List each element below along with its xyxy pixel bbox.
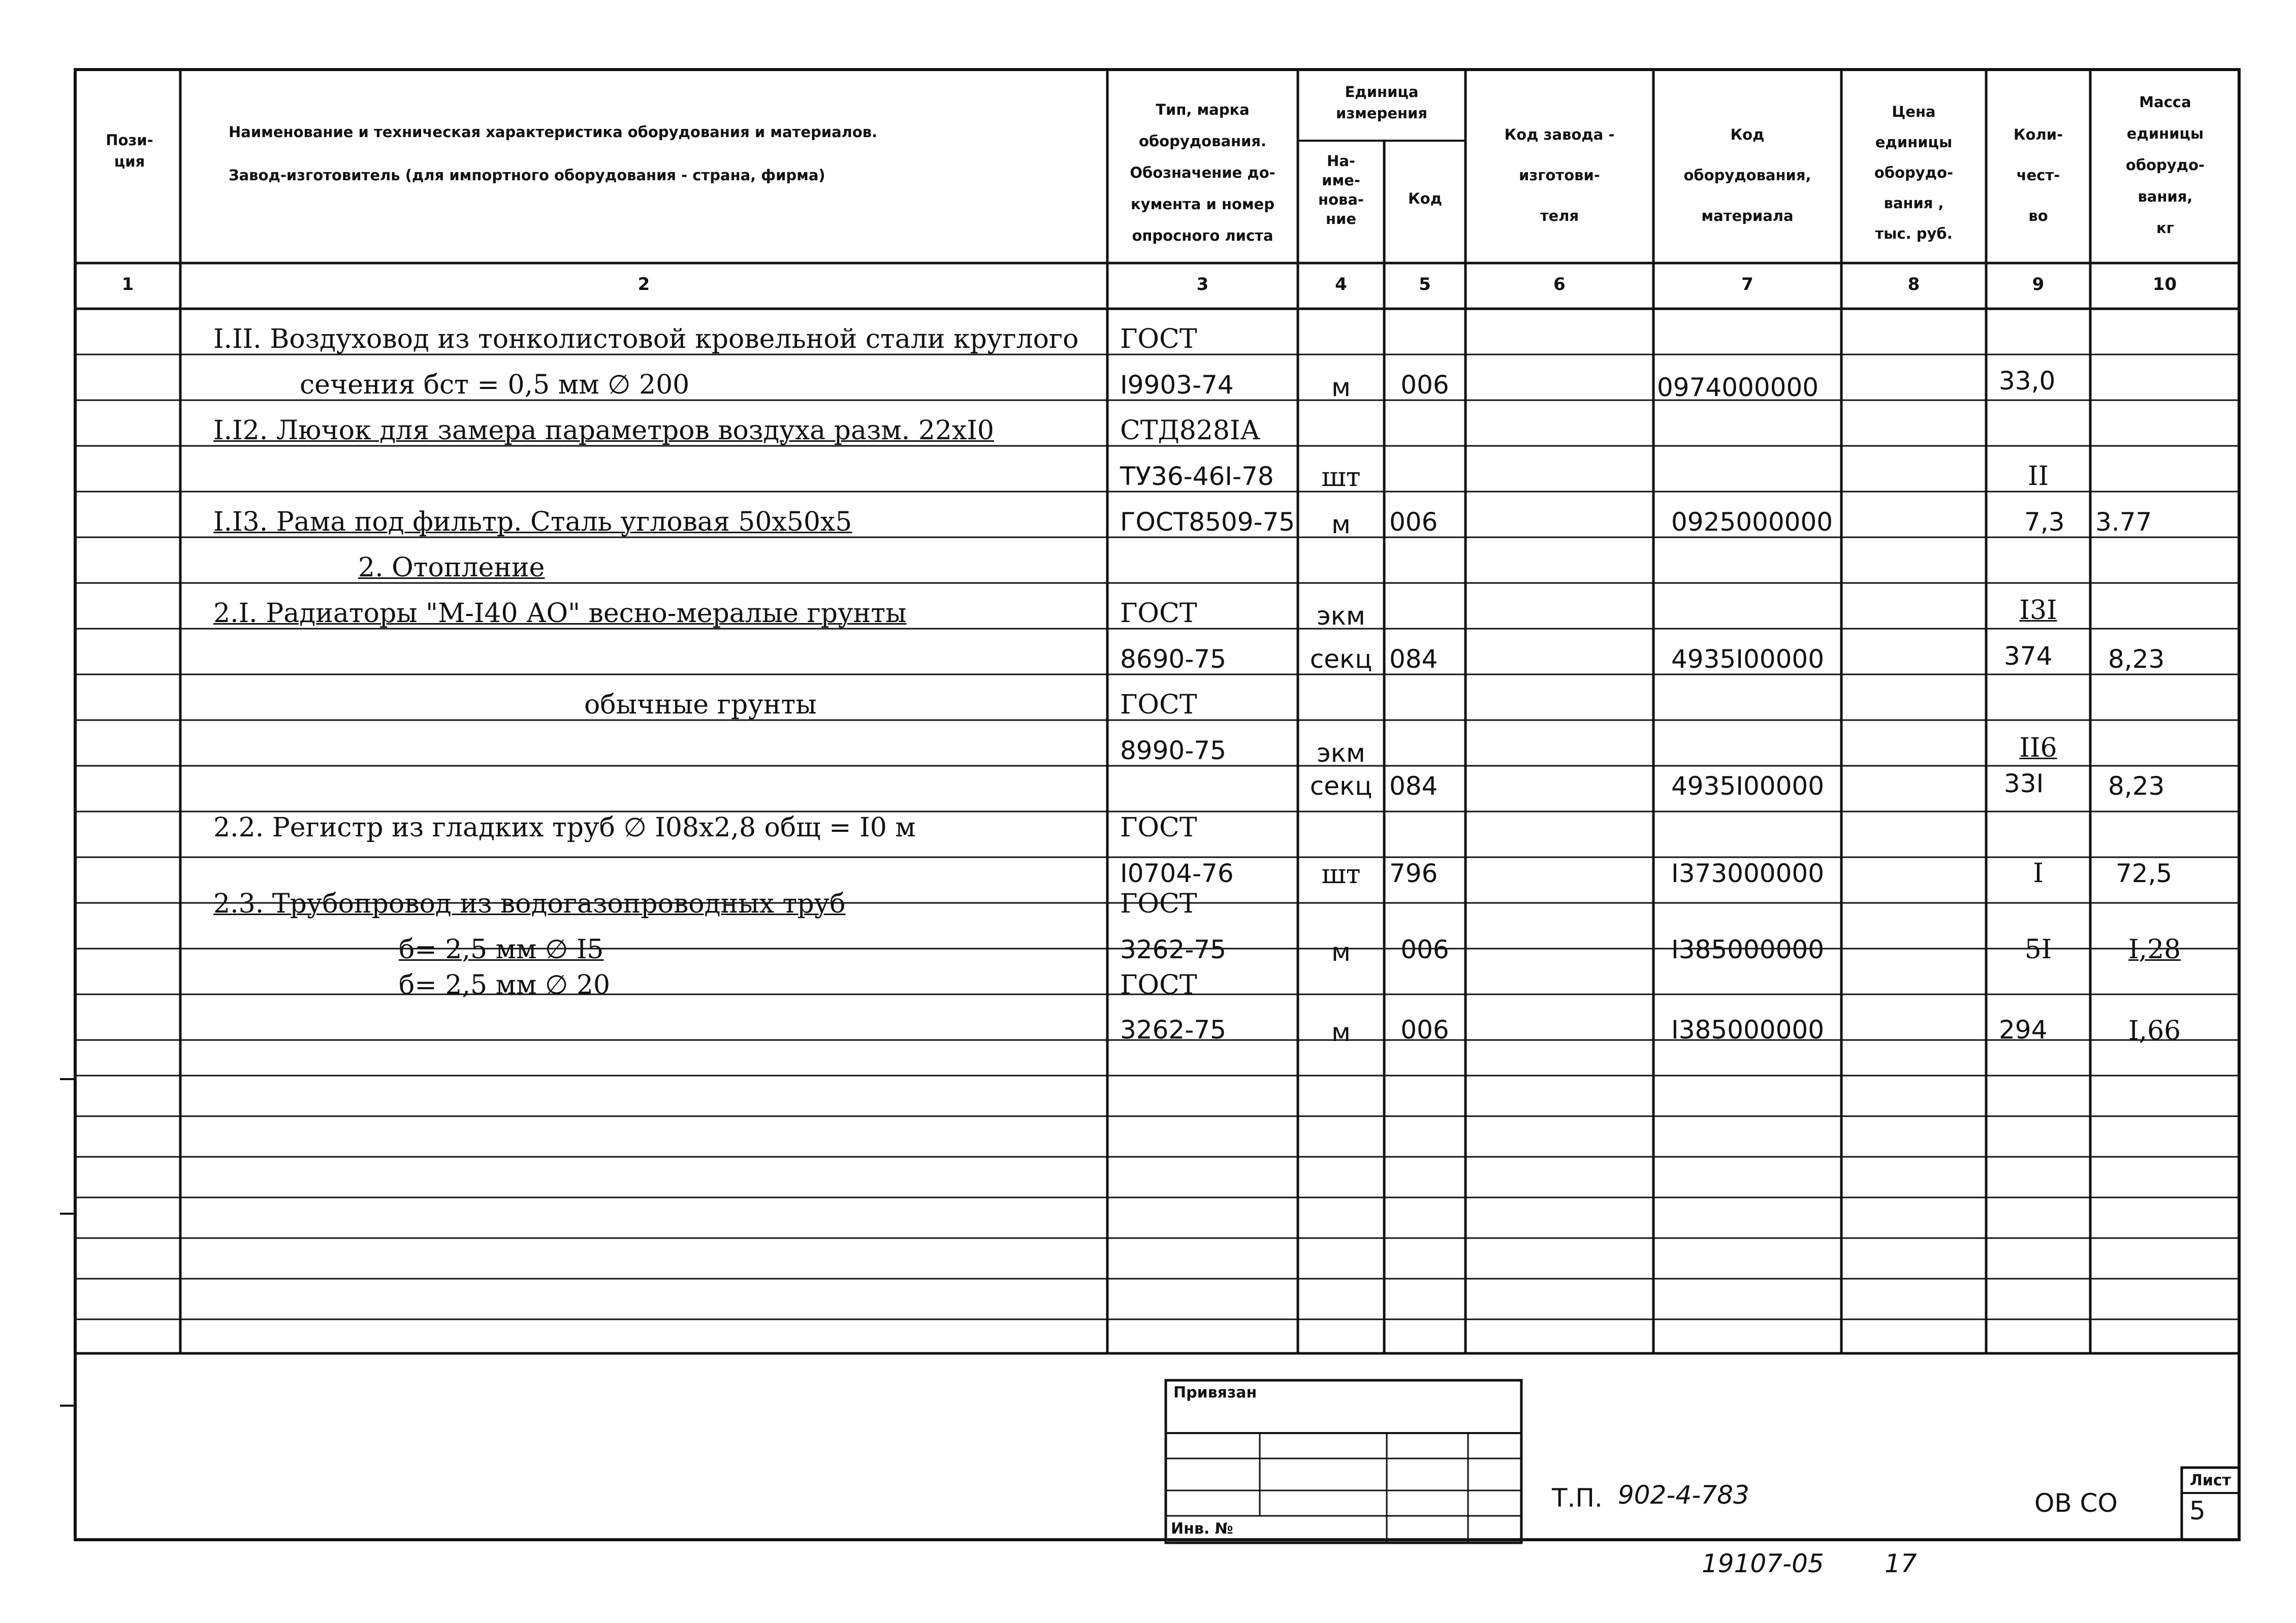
header-equipment-line: материала — [1701, 207, 1794, 224]
header-factory-line: изготови- — [1519, 167, 1600, 184]
row-name: 2.I. Радиаторы "М-I40 АО" весно-мералые грунты — [213, 598, 907, 629]
row-name: I.I3. Рама под фильтр. Сталь угловая 50х50х5 — [213, 507, 852, 537]
header-price-line: Цена — [1892, 103, 1936, 120]
row-material-code: 4935I00000 — [1671, 771, 1825, 801]
row-unit: м — [1331, 937, 1351, 967]
column-number: 10 — [2152, 274, 2177, 295]
row-mass: 72,5 — [2116, 859, 2173, 888]
header-name-line: Наименование и техническая характеристика оборудования и материалов. — [229, 123, 878, 141]
row-type: I9903-74 — [1120, 370, 1234, 400]
header-type-line: кумента и номер — [1131, 196, 1274, 213]
header-mass-line: Масса — [2139, 93, 2191, 111]
row-name: сечения бст = 0,5 мм ∅ 200 — [300, 370, 690, 400]
row-material-code: I373000000 — [1671, 859, 1825, 888]
stamp-doc-prefix: Т.П. — [1552, 1483, 1603, 1513]
row-name: обычные грунты — [584, 690, 817, 720]
row-type: ГОСТ — [1120, 598, 1197, 629]
row-code: 006 — [1400, 935, 1449, 964]
row-type: ГОСТ — [1120, 813, 1197, 843]
header-position-line: ция — [114, 153, 145, 170]
row-quantity: 374 — [2004, 641, 2053, 671]
header-price-line: единицы — [1875, 134, 1953, 151]
header-type — [1110, 94, 1295, 251]
column-number: 6 — [1553, 274, 1566, 295]
stamp-privyazan: Привязан — [1173, 1384, 1257, 1402]
header-quantity-line: чест- — [2016, 167, 2060, 184]
row-material-code: 4935I00000 — [1671, 644, 1825, 674]
row-code: 006 — [1400, 1015, 1449, 1045]
column-number: 9 — [2032, 274, 2045, 295]
row-unit: шт — [1321, 859, 1361, 890]
row-type: ГОСТ — [1120, 690, 1197, 720]
header-unit-name — [1299, 151, 1383, 229]
row-material-code: I385000000 — [1671, 935, 1825, 964]
header-unit-code: Код — [1408, 190, 1443, 207]
row-unit: м — [1331, 373, 1351, 402]
header-mass-line: кг — [2156, 219, 2174, 237]
header-equipment-line: Код — [1730, 126, 1765, 143]
row-quantity: II — [2027, 461, 2049, 492]
row-type: 8990-75 — [1120, 736, 1226, 765]
row-code: 006 — [1400, 370, 1449, 400]
header-unit-name-line: нова- — [1318, 191, 1364, 208]
header-type-line: Обозначение до- — [1130, 164, 1275, 181]
archive-number: 19107-05 — [1702, 1549, 1824, 1578]
section-title: 2. Отопление — [358, 553, 545, 583]
column-number: 1 — [121, 274, 134, 295]
header-position-line: Пози- — [106, 132, 153, 149]
page-number: 17 — [1885, 1549, 1917, 1578]
header-unit-name-line: ние — [1325, 210, 1357, 228]
header-type-line: опросного листа — [1132, 227, 1273, 244]
row-mass: 8,23 — [2108, 771, 2165, 801]
row-name: 2.3. Трубопровод из водогазопроводных труб — [213, 889, 846, 919]
column-number: 4 — [1335, 274, 1347, 295]
header-quantity-line: Коли- — [2013, 126, 2063, 143]
row-quantity: I3I — [2019, 595, 2057, 626]
header-unit-name-line: име- — [1322, 172, 1360, 189]
header-position — [81, 129, 178, 172]
row-unit: шт — [1321, 462, 1361, 493]
header-unit-name-line: На- — [1327, 152, 1355, 170]
header-unit-group — [1300, 81, 1463, 124]
header-mass — [2093, 86, 2238, 244]
row-mass: I,28 — [2128, 934, 2181, 965]
row-quantity: 5I — [2024, 934, 2052, 965]
header-unit-line: измерения — [1336, 105, 1427, 122]
row-quantity: I — [2033, 858, 2044, 889]
row-unit: м — [1331, 1018, 1351, 1047]
row-name: б= 2,5 мм ∅ 20 — [399, 970, 611, 1000]
row-unit: экм — [1317, 601, 1365, 631]
header-factory-line: Код завода - — [1504, 126, 1615, 143]
row-mass: 3.77 — [2095, 507, 2152, 537]
row-type: ГОСТ8509-75 — [1120, 507, 1295, 537]
row-name: I.II. Воздуховод из тонколистовой кровельной стали круглого — [213, 324, 1079, 354]
header-price-line: тыс. руб. — [1875, 225, 1953, 242]
header-mass-line: вания, — [2138, 188, 2193, 205]
header-factory-code — [1468, 114, 1651, 236]
row-unit: секц — [1310, 771, 1373, 801]
header-quantity-line: во — [2028, 207, 2048, 224]
header-price-line: вания , — [1884, 194, 1944, 212]
row-type: СТД828IА — [1120, 415, 1260, 446]
header-type-line: Тип, марка — [1156, 101, 1250, 118]
header-equipment-line: оборудования, — [1683, 167, 1811, 184]
row-quantity: 33,0 — [1999, 366, 2056, 396]
header-factory-line: теля — [1540, 207, 1579, 224]
header-price — [1844, 96, 1984, 249]
row-type: ГОСТ — [1120, 970, 1197, 1000]
column-number: 7 — [1741, 274, 1753, 295]
column-number: 8 — [1907, 274, 1920, 295]
row-mass: 8,23 — [2108, 644, 2165, 674]
stamp-sheet-number: 5 — [2189, 1496, 2206, 1525]
row-type: ГОСТ — [1120, 889, 1197, 919]
row-type: 3262-75 — [1120, 935, 1226, 964]
row-code: 796 — [1389, 859, 1438, 888]
row-type: ТУ36-46I-78 — [1120, 462, 1274, 491]
row-code: 084 — [1389, 771, 1438, 801]
stamp-doc-number: 902-4-783 — [1618, 1480, 1749, 1510]
row-code: 084 — [1389, 644, 1438, 674]
row-quantity: 33I — [2004, 769, 2044, 798]
row-name: б= 2,5 мм ∅ I5 — [399, 934, 604, 965]
header-mass-line: единицы — [2126, 125, 2204, 142]
header-quantity — [1989, 114, 2088, 236]
header-mass-line: оборудо- — [2125, 156, 2205, 174]
row-mass: I,66 — [2128, 1016, 2181, 1046]
stamp-sheet-label: Лист — [2189, 1472, 2231, 1489]
header-type-line: оборудования. — [1138, 133, 1267, 150]
row-quantity: 7,3 — [2024, 507, 2065, 537]
row-quantity: II6 — [2019, 733, 2057, 763]
header-unit-line: Единица — [1345, 83, 1419, 101]
row-type: I0704-76 — [1120, 859, 1234, 888]
row-material-code: 0974000000 — [1657, 373, 1819, 402]
row-unit: секц — [1310, 644, 1373, 674]
column-number: 3 — [1196, 274, 1209, 295]
row-unit: м — [1331, 510, 1351, 539]
row-code: 006 — [1389, 507, 1438, 537]
row-type: 8690-75 — [1120, 644, 1226, 674]
header-name-line: Завод-изготовитель (для импортного оборудования - страна, фирма) — [229, 167, 825, 184]
stamp-inventory-number: Инв. № — [1171, 1520, 1233, 1538]
row-name: I.I2. Лючок для замера параметров воздуха разм. 22хI0 — [213, 415, 994, 446]
header-equipment-code — [1656, 114, 1839, 236]
header-price-line: оборудо- — [1874, 164, 1954, 181]
row-type: ГОСТ — [1120, 324, 1197, 354]
row-name: 2.2. Регистр из гладких труб ∅ I08х2,8 общ = I0 м — [213, 813, 916, 843]
stamp-doc-code: ОВ СО — [2034, 1488, 2118, 1518]
column-number: 2 — [637, 274, 650, 295]
row-unit: экм — [1317, 738, 1365, 768]
row-material-code: 0925000000 — [1671, 507, 1833, 537]
column-number: 5 — [1419, 274, 1431, 295]
row-type: 3262-75 — [1120, 1015, 1226, 1045]
row-material-code: I385000000 — [1671, 1015, 1825, 1045]
header-name — [229, 119, 877, 188]
row-quantity: 294 — [1999, 1015, 2048, 1045]
